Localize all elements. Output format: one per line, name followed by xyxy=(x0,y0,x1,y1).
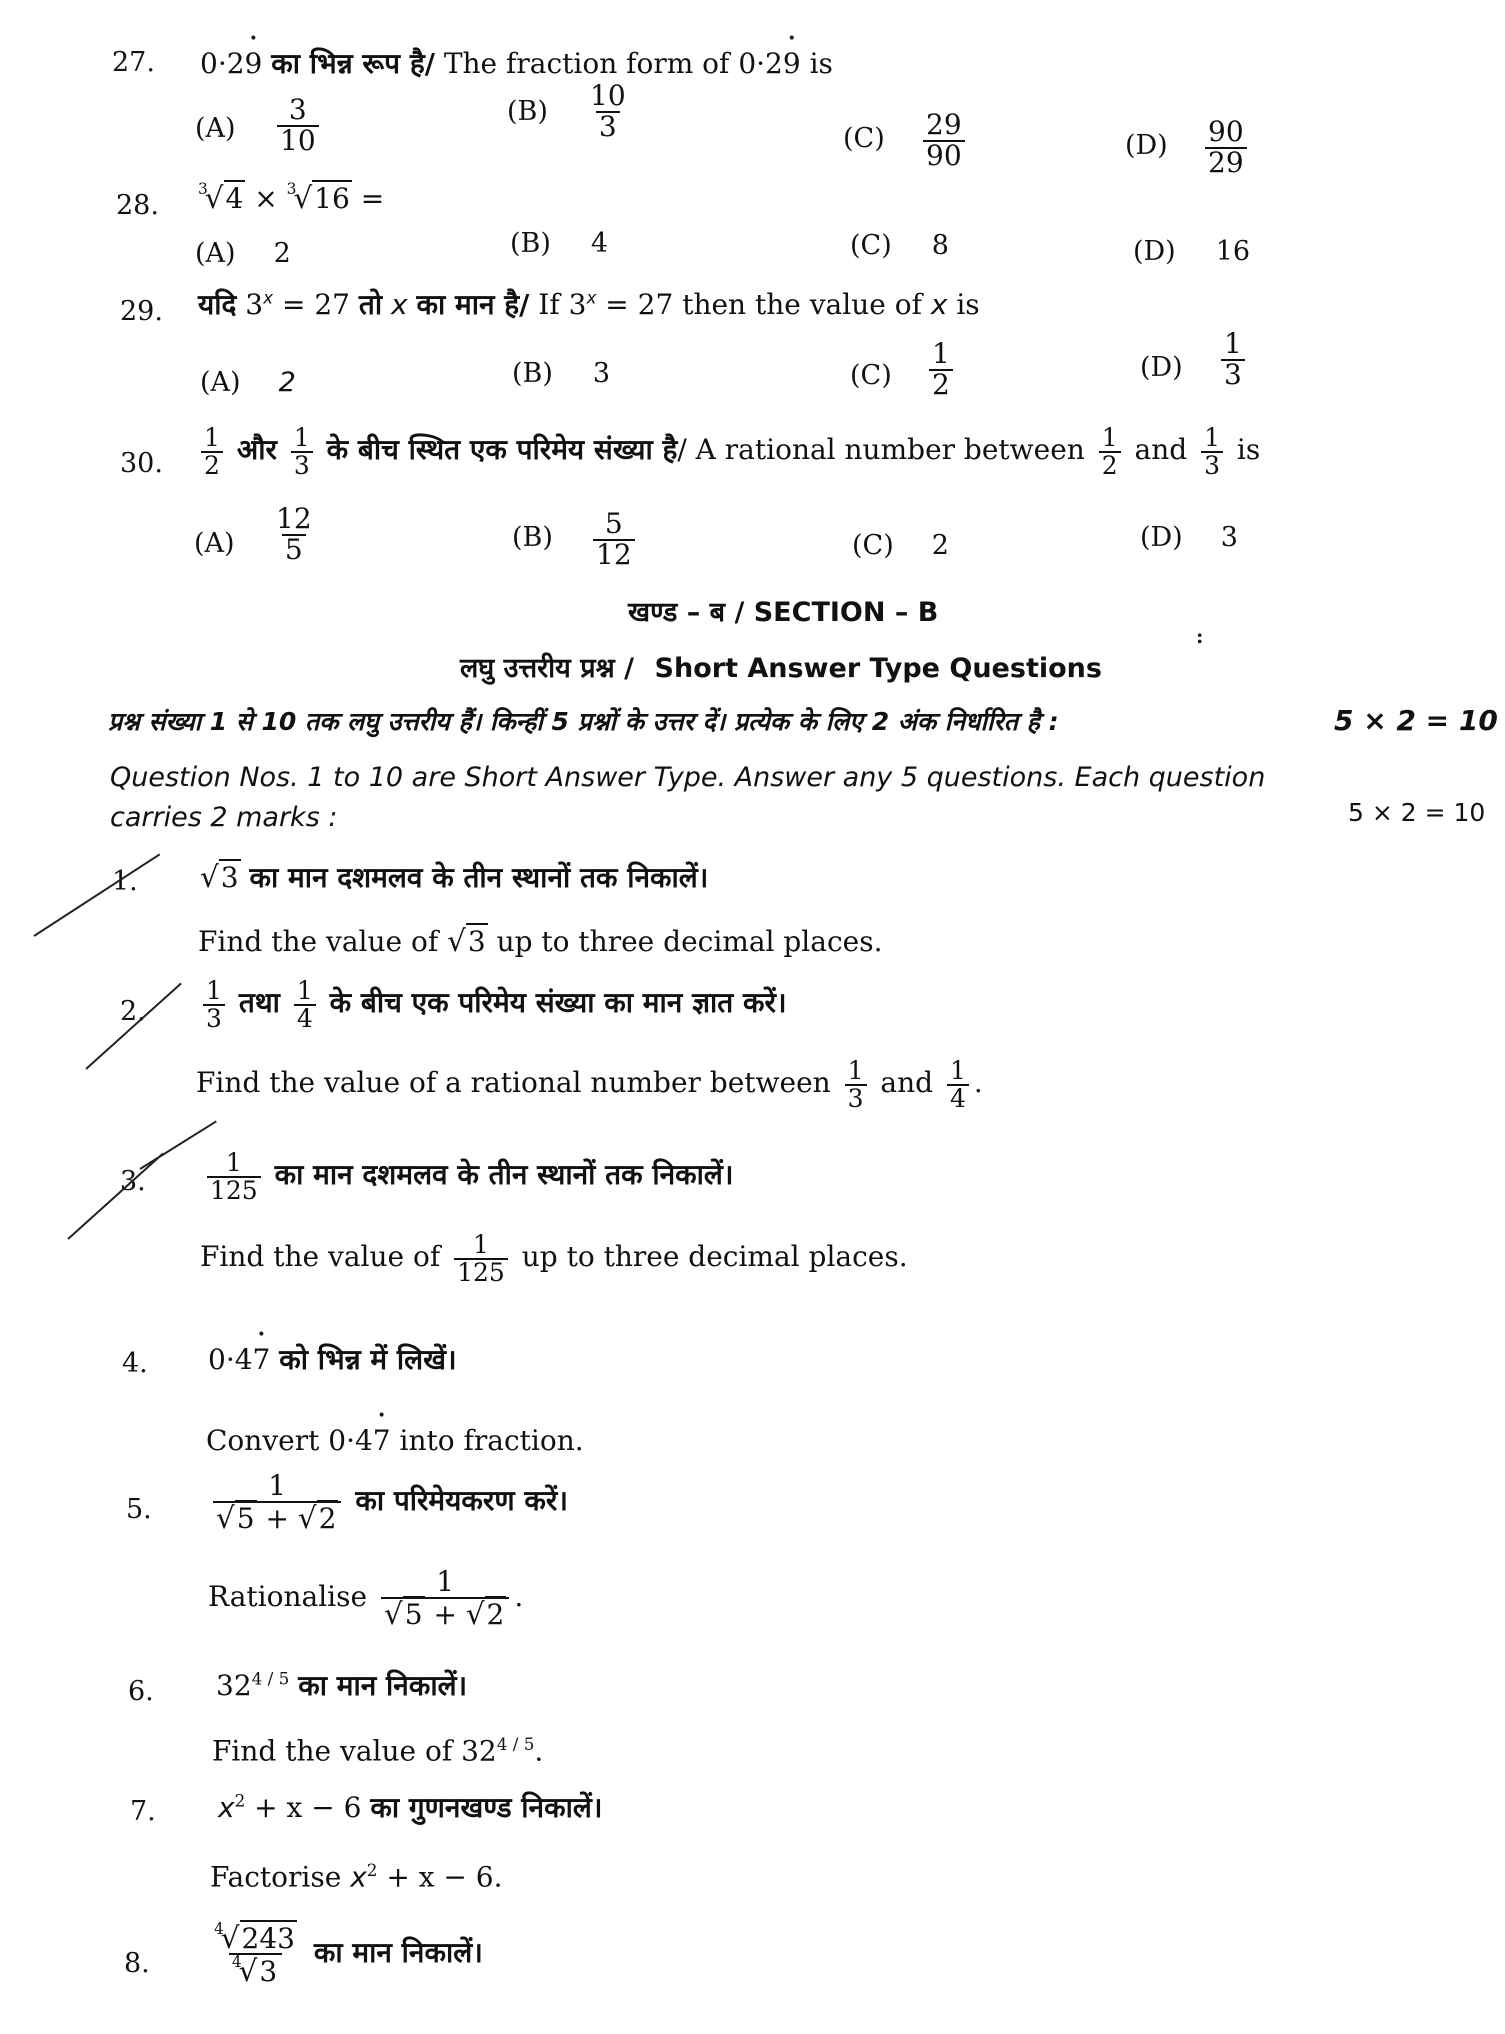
marks-english: 5 × 2 = 10 xyxy=(1348,798,1486,827)
sq7-english: Factorise $x^2 + x - 6$. xyxy=(210,1860,503,1894)
q29-option-d[interactable]: (D) xyxy=(1140,352,1183,383)
q27-option-c[interactable]: (C) xyxy=(843,123,885,154)
q29-number: 29. xyxy=(120,296,163,327)
sq5-number: 5. xyxy=(126,1494,152,1525)
q29-option-a[interactable]: (A) 2 xyxy=(200,367,296,398)
q30-option-a-value: $\frac{12}{5}$ xyxy=(276,502,312,566)
sq6-number: 6. xyxy=(128,1676,154,1707)
q29-option-d-value: $\frac{1}{3}$ xyxy=(1216,330,1250,389)
marks-hindi: 5 × 2 = 10 xyxy=(1334,704,1498,737)
q30-option-b-value: $\frac{5}{12}$ xyxy=(588,510,640,569)
sq7-hindi: $x^2 + x - 6$ का गुणनखण्ड निकालें। xyxy=(218,1790,603,1824)
q30-option-b[interactable]: (B) xyxy=(512,522,553,553)
sq3-hindi: $\frac{1}{125}$ का मान दशमलव के तीन स्थानों तक निकालें। xyxy=(202,1150,734,1203)
tick-mark-1 xyxy=(33,853,160,936)
q27-option-d-value: $\frac{90}{29}$ xyxy=(1200,118,1252,177)
instructions-english-line1: Question Nos. 1 to 10 are Short Answer Type. Answer any 5 questions. Each question xyxy=(110,762,1266,793)
sq1-english: Find the value of √3 up to three decimal places. xyxy=(198,924,883,958)
q30-stem: $\frac{1}{2}$ और $\frac{1}{3}$ के बीच स्थित एक परिमेय संख्या है/ A rational number between $\frac{1}{2}$ and $\frac{1}{3}$ is xyxy=(196,425,1260,478)
instructions-hindi: प्रश्न संख्या 1 से 10 तक लघु उत्तरीय हैं। किन्हीं 5 प्रश्नों के उत्तर दें। प्रत्येक के लिए 2 अंक निर्धारित है : xyxy=(108,707,1059,736)
sq1-number: 1. xyxy=(112,866,138,897)
q29-stem: यदि 3$^x$ = 27 तो x का मान है/ If 3$^x$ = 27 then the value of x is xyxy=(198,287,980,321)
sq3-number: 3. xyxy=(120,1166,146,1197)
q29-option-b[interactable]: (B) 3 xyxy=(512,358,611,389)
sq3-english: Find the value of $\frac{1}{125}$ up to three decimal places. xyxy=(200,1230,908,1287)
sq5-english: Rationalise $\frac{1}{√5 + √2}$ . xyxy=(208,1565,524,1631)
q29-option-c-value: $\frac{1}{2}$ xyxy=(924,340,958,399)
q27-stem: 0·2• 9 का भिन्न रूप है/ The fraction form of 0·2• 9 is xyxy=(200,44,833,82)
q27-stem-hindi: का भिन्न रूप है/ xyxy=(271,47,435,80)
q28-option-c[interactable]: (C) 8 xyxy=(850,230,949,261)
tick-mark-3 xyxy=(67,1153,163,1240)
sq2-hindi: $\frac{1}{3}$ तथा $\frac{1}{4}$ के बीच एक परिमेय संख्या का मान ज्ञात करें। xyxy=(198,978,787,1031)
q27-option-a[interactable]: (A) xyxy=(195,113,236,144)
sq7-number: 7. xyxy=(130,1796,156,1827)
q30-option-a[interactable]: (A) xyxy=(194,528,235,559)
q30-number: 30. xyxy=(120,448,163,479)
sq4-hindi: 0·4• 7 को भिन्न में लिखें। xyxy=(208,1340,457,1378)
q28-option-b[interactable]: (B) 4 xyxy=(510,228,609,259)
q29-option-c[interactable]: (C) xyxy=(850,360,892,391)
section-title: खण्ड – ब / SECTION – B xyxy=(628,597,939,628)
q27-option-c-value: $\frac{29}{90}$ xyxy=(918,111,970,170)
sq2-english: Find the value of a rational number between $\frac{1}{3}$ and $\frac{1}{4}$ . xyxy=(196,1056,983,1113)
q27-decimal: 0·2• 9 xyxy=(200,47,262,80)
section-subtitle: लघु उत्तरीय प्रश्न / Short Answer Type Questions xyxy=(460,653,1102,684)
q30-option-d[interactable]: (D) 3 xyxy=(1140,522,1238,553)
sq8-hindi: $\frac{^4√243}{^4√3}$ का मान निकालें। xyxy=(214,1920,483,1989)
instructions-english-line2: carries 2 marks : xyxy=(110,802,338,833)
sq4-english: Convert 0·4• 7 into fraction. xyxy=(206,1424,584,1457)
sq4-number: 4. xyxy=(122,1348,148,1379)
q28-number: 28. xyxy=(116,190,159,221)
q28-option-d[interactable]: (D) 16 xyxy=(1133,236,1251,267)
sq1-hindi: √3 का मान दशमलव के तीन स्थानों तक निकालें। xyxy=(200,860,709,894)
q27-option-b[interactable]: (B) xyxy=(507,96,548,127)
q30-option-c[interactable]: (C) 2 xyxy=(852,530,949,561)
q27-option-d[interactable]: (D) xyxy=(1125,130,1168,161)
stray-mark: : xyxy=(1196,624,1204,648)
q28-stem: $^3$√4 × $^3$√16 = xyxy=(198,180,385,215)
q27-stem-english: The fraction form of xyxy=(443,47,730,80)
sq2-number: 2. xyxy=(120,996,146,1027)
q28-option-a[interactable]: (A) 2 xyxy=(195,238,291,269)
sq6-english: Find the value of $32^{4 / 5}$. xyxy=(212,1734,544,1768)
q27-option-a-value: $\frac{3}{10}$ xyxy=(272,96,324,155)
sq6-hindi: $32^{4 / 5}$ का मान निकालें। xyxy=(216,1668,468,1702)
sq5-hindi: $\frac{1}{√5 + √2}$ का परिमेयकरण करें। xyxy=(208,1472,568,1533)
q27-option-b-value: $\frac{10}{3}$ xyxy=(590,79,626,143)
q27-number: 27. xyxy=(112,47,155,78)
sq8-number: 8. xyxy=(124,1948,150,1979)
